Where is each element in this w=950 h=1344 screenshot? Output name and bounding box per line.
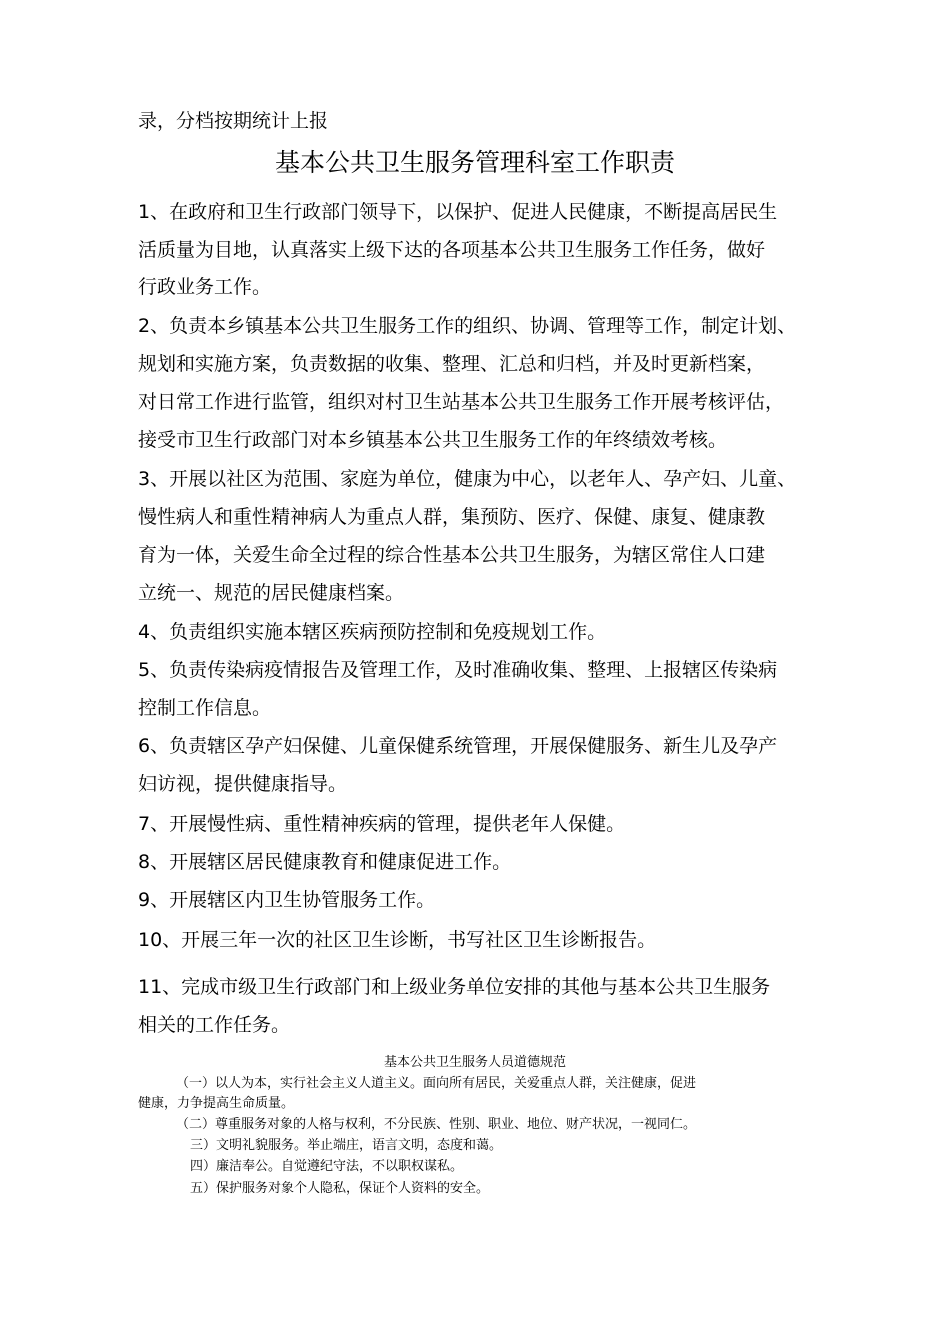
duty-line: 规划和实施方案，负责数据的收集、整理、汇总和归档，并及时更新档案， (138, 353, 766, 375)
ethics-line: （二）尊重服务对象的人格与权利，不分民族、性别、职业、地位、财产状况，一视同仁。 (176, 1117, 697, 1132)
duty-line: 6、负责辖区孕产妇保健、儿童保健系统管理，开展保健服务、新生儿及孕产 (138, 735, 778, 757)
duty-line: 控制工作信息。 (138, 697, 272, 719)
duty-line: 立统一、规范的居民健康档案。 (138, 582, 405, 604)
duty-line: 相关的工作任务。 (138, 1014, 291, 1036)
duty-line: 11、完成市级卫生行政部门和上级业务单位安排的其他与基本公共卫生服务 (138, 976, 771, 998)
duty-line: 妇访视，提供健康指导。 (138, 773, 348, 795)
duty-item-7: 7、开展慢性病、重性精神疾病的管理，提供老年人保健。 (138, 813, 626, 835)
duty-item-9: 9、开展辖区内卫生协管服务工作。 (138, 889, 436, 911)
duty-line: 5、负责传染病疫情报告及管理工作，及时准确收集、整理、上报辖区传染病 (138, 659, 778, 681)
ethics-line: 健康，力争提高生命质量。 (138, 1096, 295, 1111)
ethics-line: （一）以人为本，实行社会主义人道主义。面向所有居民，关爱重点人群，关注健康，促进 (176, 1076, 697, 1091)
duty-line: 育为一体，关爱生命全过程的综合性基本公共卫生服务，为辖区常住人口建 (138, 544, 766, 566)
ethics-line: 四）廉洁奉公。自觉遵纪守法，不以职权谋私。 (190, 1159, 464, 1174)
duty-line: 活质量为目地，认真落实上级下达的各项基本公共卫生服务工作任务，做好 (138, 239, 766, 261)
page-title: 基本公共卫生服务管理科室工作职责 (274, 148, 675, 177)
duty-line: 慢性病人和重性精神病人为重点人群，集预防、医疗、保健、康复、健康教 (138, 506, 766, 528)
duty-item-10: 10、开展三年一次的社区卫生诊断，书写社区卫生诊断报告。 (138, 929, 657, 951)
duty-line: 3、开展以社区为范围、家庭为单位，健康为中心，以老年人、孕产妇、儿童、 (138, 468, 797, 490)
continued-text-fragment: 录，分档按期统计上报 (138, 110, 329, 132)
duty-line: 2、负责本乡镇基本公共卫生服务工作的组织、协调、管理等工作，制定计划、 (138, 315, 797, 337)
ethics-line: 三）文明礼貌服务。举止端庄，语言文明，态度和蔼。 (190, 1138, 503, 1153)
ethics-line: 五）保护服务对象个人隐私，保证个人资料的安全。 (190, 1181, 490, 1196)
ethics-title: 基本公共卫生服务人员道德规范 (383, 1055, 566, 1070)
duty-line: 对日常工作进行监管，组织对村卫生站基本公共卫生服务工作开展考核评估， (138, 391, 785, 413)
duty-line: 行政业务工作。 (138, 276, 272, 298)
duty-line: 接受市卫生行政部门对本乡镇基本公共卫生服务工作的年终绩效考核。 (138, 429, 728, 451)
duty-line: 4、负责组织实施本辖区疾病预防控制和免疫规划工作。 (138, 621, 607, 643)
duty-item-8: 8、开展辖区居民健康教育和健康促进工作。 (138, 851, 512, 873)
duty-line: 1、在政府和卫生行政部门领导下，以保护、促进人民健康，不断提高居民生 (138, 201, 778, 223)
